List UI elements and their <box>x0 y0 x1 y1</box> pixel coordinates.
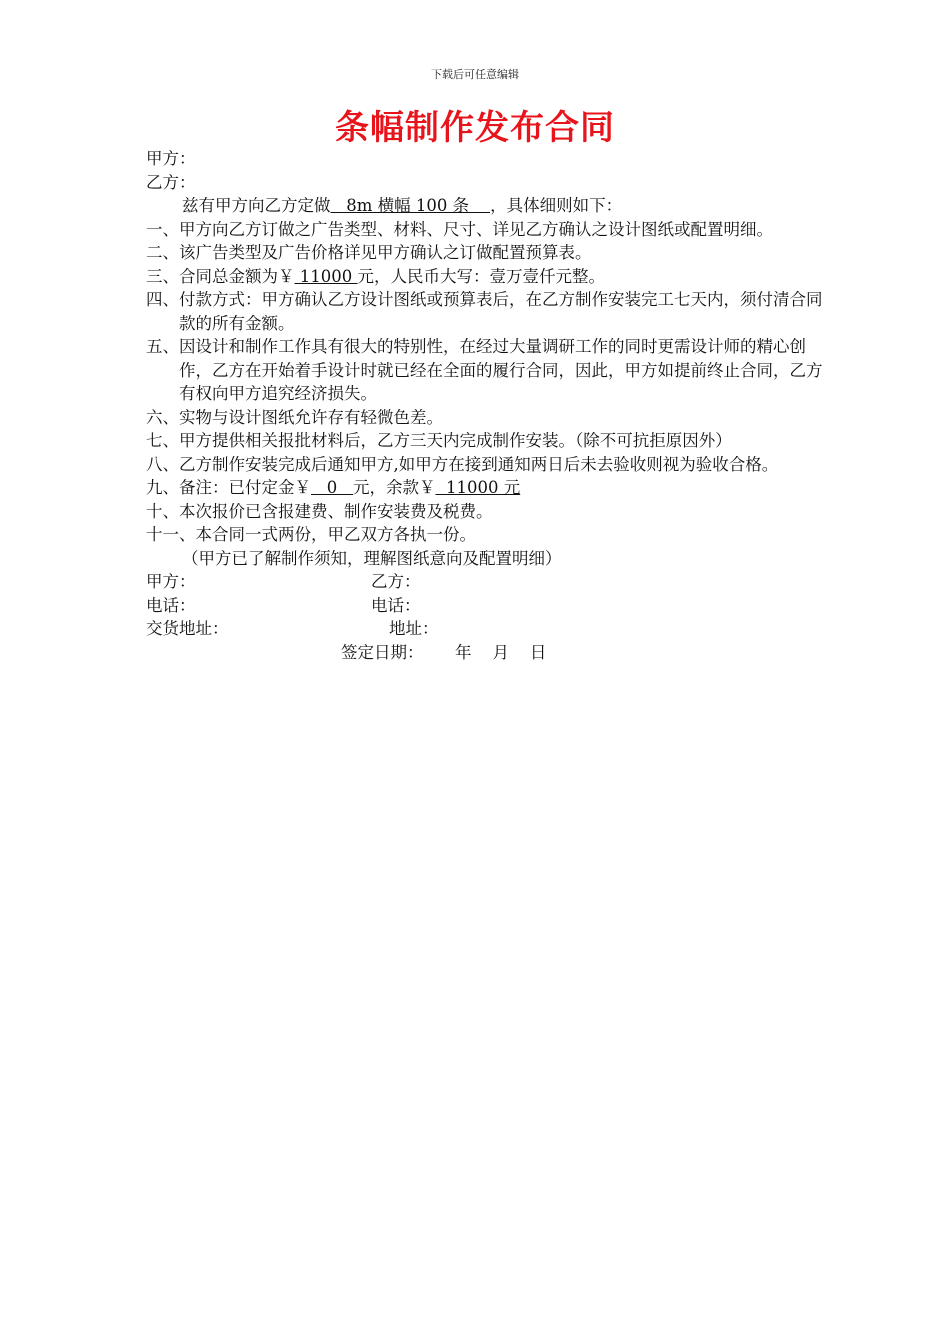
clause-number: 四、 <box>146 290 179 309</box>
party-b-label: 乙方： <box>146 172 196 192</box>
clause-5 <box>146 335 826 406</box>
clause-8: 八、乙方制作安装完成后通知甲方,如甲方在接到通知两日后未去验收则视为验收合格。 <box>146 454 779 474</box>
acknowledgement-note: （甲方已了解制作须知，理解图纸意向及配置明细） <box>182 548 562 568</box>
total-amount: 11000 <box>294 266 358 286</box>
clause-text: 该广告类型及广告价格详见甲方确认之订做配置预算表。 <box>179 243 592 262</box>
clause-number: 五、 <box>146 337 179 356</box>
clause-9 <box>146 476 826 500</box>
clause-text <box>179 265 605 289</box>
clause-1 <box>146 218 826 242</box>
document-title: 条幅制作发布合同 <box>335 108 615 148</box>
clause-text: 甲方向乙方订做之广告类型、材料、尺寸、详见乙方确认之设计图纸或配置明细。 <box>179 219 773 239</box>
clause-4 <box>146 288 826 335</box>
sign-party-b: 乙方： <box>371 572 421 591</box>
signature-row-phone <box>146 594 826 618</box>
intro-suffix: ，具体细则如下： <box>490 196 623 215</box>
delivery-address: 交货地址： <box>146 619 229 638</box>
intro-prefix: 兹有甲方向乙方定做 <box>182 196 331 215</box>
clause-number: 三、 <box>146 266 179 286</box>
sign-party-a: 甲方： <box>146 572 196 591</box>
balance-amount: 11000 元 <box>435 478 521 497</box>
clause-2 <box>146 241 826 265</box>
signature-row-address <box>146 617 826 641</box>
address-b: 地址： <box>389 619 439 638</box>
deposit-amount: 0 <box>311 478 353 497</box>
signature-row-party <box>146 570 826 594</box>
phone-a: 电话： <box>146 595 196 615</box>
party-a-label: 甲方： <box>146 149 196 168</box>
signing-date: 签定日期： 年 月 日 <box>341 642 547 662</box>
clause-number: 一、 <box>146 219 179 239</box>
deposit-prefix: 九、备注：已付定金￥ <box>146 478 311 497</box>
phone-b: 电话： <box>371 595 421 615</box>
clause-3 <box>146 265 826 289</box>
amount-suffix: 元，人民币大写：壹万壹仟元整。 <box>357 266 605 286</box>
intro-line <box>146 194 826 218</box>
clause-text: 因设计和制作工作具有很大的特别性，在经过大量调研工作的同时更需设计师的精心创作，乙方在开始着手设计时就已经在全面的履行合同，因此，甲方如提前终止合同，乙方有权向甲方追究经济损失。 <box>179 337 823 403</box>
clause-11: 十一、本合同一式两份，甲乙双方各执一份。 <box>146 525 476 544</box>
order-item: 8m 横幅 100 条 <box>330 196 491 215</box>
clause-10: 十、本次报价已含报建费、制作安装费及税费。 <box>146 501 493 521</box>
contract-body <box>146 147 826 664</box>
clause-number: 二、 <box>146 243 179 262</box>
amount-prefix: 合同总金额为￥ <box>179 266 295 286</box>
page-header: 下载后可任意编辑 <box>431 68 519 81</box>
clause-6: 六、实物与设计图纸允许存有轻微色差。 <box>146 407 443 427</box>
clause-text: 付款方式：甲方确认乙方设计图纸或预算表后，在乙方制作安装完工七天内，须付清合同款的所有金额。 <box>179 290 823 333</box>
clause-7: 七、甲方提供相关报批材料后，乙方三天内完成制作安装。（除不可抗拒原因外） <box>146 431 732 450</box>
balance-prefix: 元，余款￥ <box>352 478 436 497</box>
